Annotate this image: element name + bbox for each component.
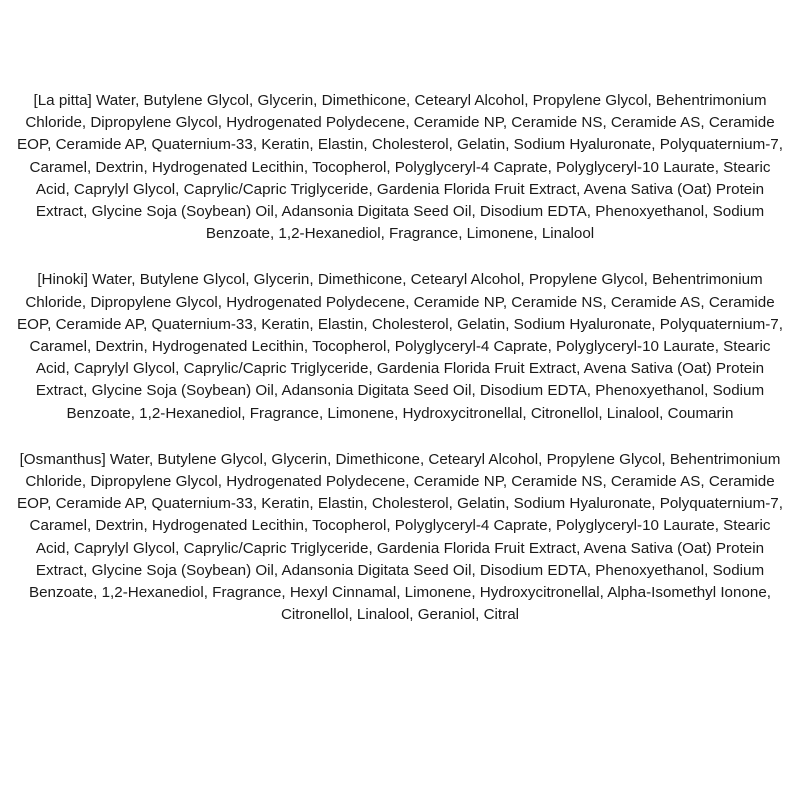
ingredients-la-pitta: [La pitta] Water, Butylene Glycol, Glycerin, Dimethicone, Cetearyl Alcohol, Propylene Glycol, Behentrimonium Chloride, Dipropylene Glycol, Hydrogenated Polydecene, Ceramide NP, Ceramide NS, Ceramide AS, Ceramide EOP, Ceramide AP, Quaternium-33, Keratin, Elastin, Cholesterol, Gelatin, Sodium Hyaluronate, Polyquaternium-7, Caramel, Dextrin, Hydrogenated Lecithin, Tocopherol, Polyglyceryl-4 Caprate, Polyglyceryl-10 Laurate, Stearic Acid, Caprylyl Glycol, Caprylic/Capric Triglyceride, Gardenia Florida Fruit Extract, Avena Sativa (Oat) Protein Extract, Glycine Soja (Soybean) Oil, Adansonia Digitata Seed Oil, Disodium EDTA, Phenoxyethanol, Sodium Benzoate, 1,2-Hexanediol, Fragrance, Limonene, Linalool xyxy=(17,92,783,243)
ingredients-hinoki: [Hinoki] Water, Butylene Glycol, Glycerin, Dimethicone, Cetearyl Alcohol, Propylene Glycol, Behentrimonium Chloride, Dipropylene Glycol, Hydrogenated Polydecene, Ceramide NP, Ceramide NS, Ceramide AS, Ceramide EOP, Ceramide AP, Quaternium-33, Keratin, Elastin, Cholesterol, Gelatin, Sodium Hyaluronate, Polyquaternium-7, Caramel, Dextrin, Hydrogenated Lecithin, Tocopherol, Polyglyceryl-4 Caprate, Polyglyceryl-10 Laurate, Stearic Acid, Caprylyl Glycol, Caprylic/Capric Triglyceride, Gardenia Florida Fruit Extract, Avena Sativa (Oat) Protein Extract, Glycine Soja (Soybean) Oil, Adansonia Digitata Seed Oil, Disodium EDTA, Phenoxyethanol, Sodium Benzoate, 1,2-Hexanediol, Fragrance, Limonene, Hydroxycitronellal, Citronellol, Linalool, Coumarin xyxy=(17,271,783,422)
ingredients-osmanthus: [Osmanthus] Water, Butylene Glycol, Glycerin, Dimethicone, Cetearyl Alcohol, Propylene Glycol, Behentrimonium Chloride, Dipropylene Glycol, Hydrogenated Polydecene, Ceramide NP, Ceramide NS, Ceramide AS, Ceramide EOP, Ceramide AP, Quaternium-33, Keratin, Elastin, Cholesterol, Gelatin, Sodium Hyaluronate, Polyquaternium-7, Caramel, Dextrin, Hydrogenated Lecithin, Tocopherol, Polyglyceryl-4 Caprate, Polyglyceryl-10 Laurate, Stearic Acid, Caprylyl Glycol, Caprylic/Capric Triglyceride, Gardenia Florida Fruit Extract, Avena Sativa (Oat) Protein Extract, Glycine Soja (Soybean) Oil, Adansonia Digitata Seed Oil, Disodium EDTA, Phenoxyethanol, Sodium Benzoate, 1,2-Hexanediol, Fragrance, Hexyl Cinnamal, Limonene, Hydroxycitronellal, Alpha-Isomethyl Ionone, Citronellol, Linalool, Geraniol, Citral xyxy=(17,450,783,624)
